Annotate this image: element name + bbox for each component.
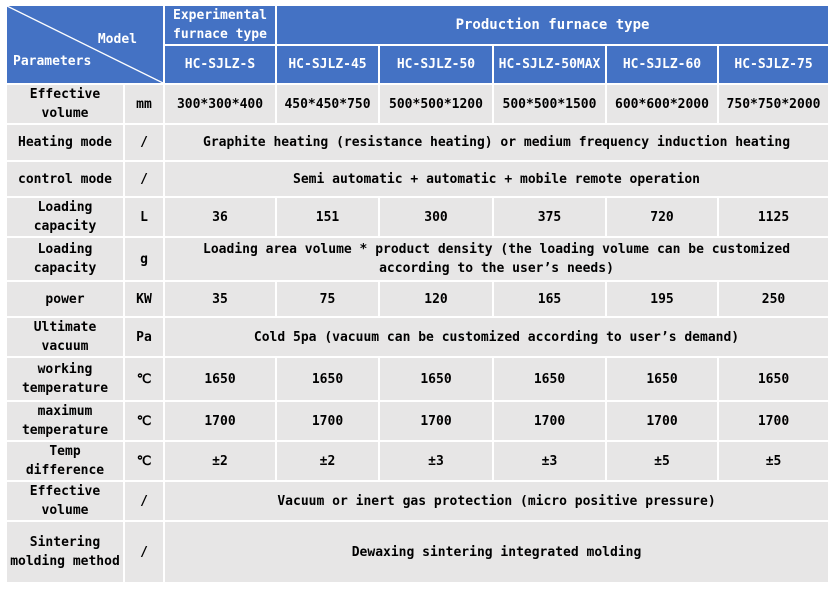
cell-value: 1650 <box>164 357 276 401</box>
row-unit: ℃ <box>124 401 164 441</box>
cell-value: 35 <box>164 281 276 317</box>
header-model-hc-sjlz-75: HC-SJLZ-75 <box>718 45 829 84</box>
cell-value: 36 <box>164 197 276 237</box>
row-loading-capacity-l <box>6 197 829 237</box>
cell-value: 1700 <box>164 401 276 441</box>
cell-value: 1650 <box>718 357 829 401</box>
row-unit: / <box>124 161 164 197</box>
cell-value: ±2 <box>276 441 379 481</box>
row-temp-difference <box>6 441 829 481</box>
cell-value: 1125 <box>718 197 829 237</box>
cell-value: 375 <box>493 197 606 237</box>
cell-value: 300*300*400 <box>164 84 276 124</box>
row-label: Temp difference <box>6 441 124 481</box>
row-power <box>6 281 829 317</box>
header-model-hc-sjlz-60: HC-SJLZ-60 <box>606 45 718 84</box>
row-working-temperature <box>6 357 829 401</box>
cell-value: 750*750*2000 <box>718 84 829 124</box>
row-unit: mm <box>124 84 164 124</box>
cell-span-value: Loading area volume * product density (the loading volume can be customized according to the user’s needs) <box>164 237 829 281</box>
row-label: Loading capacity <box>6 237 124 281</box>
cell-value: 1650 <box>276 357 379 401</box>
corner-header-cell <box>6 5 164 84</box>
cell-span-value: Graphite heating (resistance heating) or medium frequency induction heating <box>164 124 829 161</box>
corner-parameters-label: Parameters <box>13 54 92 69</box>
cell-value: 165 <box>493 281 606 317</box>
row-label: control mode <box>6 161 124 197</box>
cell-span-value: Dewaxing sintering integrated molding <box>164 521 829 583</box>
row-unit: g <box>124 237 164 281</box>
row-loading-capacity-g <box>6 237 829 281</box>
cell-value: ±5 <box>606 441 718 481</box>
header-group-row <box>6 5 829 45</box>
row-heating-mode <box>6 124 829 161</box>
cell-value: 600*600*2000 <box>606 84 718 124</box>
cell-value: ±3 <box>379 441 493 481</box>
row-label: Sintering molding method <box>6 521 124 583</box>
row-label: working temperature <box>6 357 124 401</box>
row-label: Loading capacity <box>6 197 124 237</box>
row-label: Ultimate vacuum <box>6 317 124 357</box>
cell-value: 1700 <box>276 401 379 441</box>
row-unit: L <box>124 197 164 237</box>
cell-span-value: Vacuum or inert gas protection (micro positive pressure) <box>164 481 829 521</box>
header-production-group: Production furnace type <box>276 5 829 45</box>
cell-value: 1650 <box>606 357 718 401</box>
row-label: Effective volume <box>6 84 124 124</box>
cell-value: ±5 <box>718 441 829 481</box>
row-unit: ℃ <box>124 441 164 481</box>
header-model-hc-sjlz-50: HC-SJLZ-50 <box>379 45 493 84</box>
row-effective-volume-mm <box>6 84 829 124</box>
cell-value: 120 <box>379 281 493 317</box>
row-ultimate-vacuum <box>6 317 829 357</box>
row-maximum-temperature <box>6 401 829 441</box>
cell-value: 75 <box>276 281 379 317</box>
row-unit: ℃ <box>124 357 164 401</box>
header-model-hc-sjlz-50max: HC-SJLZ-50MAX <box>493 45 606 84</box>
row-unit: KW <box>124 281 164 317</box>
cell-value: 500*500*1500 <box>493 84 606 124</box>
cell-value: 1700 <box>379 401 493 441</box>
row-unit: / <box>124 521 164 583</box>
cell-value: ±2 <box>164 441 276 481</box>
header-experimental-group: Experimental furnace type <box>164 5 276 45</box>
cell-value: 1700 <box>493 401 606 441</box>
cell-value: 151 <box>276 197 379 237</box>
row-label: power <box>6 281 124 317</box>
row-control-mode <box>6 161 829 197</box>
cell-value: 1650 <box>379 357 493 401</box>
diagonal-divider <box>7 6 163 83</box>
cell-value: ±3 <box>493 441 606 481</box>
header-model-hc-sjlz-45: HC-SJLZ-45 <box>276 45 379 84</box>
cell-value: 500*500*1200 <box>379 84 493 124</box>
row-label: maximum temperature <box>6 401 124 441</box>
row-label: Effective volume <box>6 481 124 521</box>
cell-span-value: Semi automatic + automatic + mobile remote operation <box>164 161 829 197</box>
cell-value: 1650 <box>493 357 606 401</box>
cell-value: 300 <box>379 197 493 237</box>
cell-value: 250 <box>718 281 829 317</box>
furnace-spec-table <box>5 4 830 584</box>
header-model-hc-sjlz-s: HC-SJLZ-S <box>164 45 276 84</box>
cell-value: 1700 <box>718 401 829 441</box>
cell-value: 450*450*750 <box>276 84 379 124</box>
row-label: Heating mode <box>6 124 124 161</box>
corner-model-label: Model <box>97 32 137 47</box>
row-unit: / <box>124 124 164 161</box>
row-unit: / <box>124 481 164 521</box>
cell-value: 1700 <box>606 401 718 441</box>
cell-span-value: Cold 5pa (vacuum can be customized according to user’s demand) <box>164 317 829 357</box>
cell-value: 195 <box>606 281 718 317</box>
cell-value: 720 <box>606 197 718 237</box>
row-unit: Pa <box>124 317 164 357</box>
row-effective-volume-protection <box>6 481 829 521</box>
row-sintering-molding-method <box>6 521 829 583</box>
